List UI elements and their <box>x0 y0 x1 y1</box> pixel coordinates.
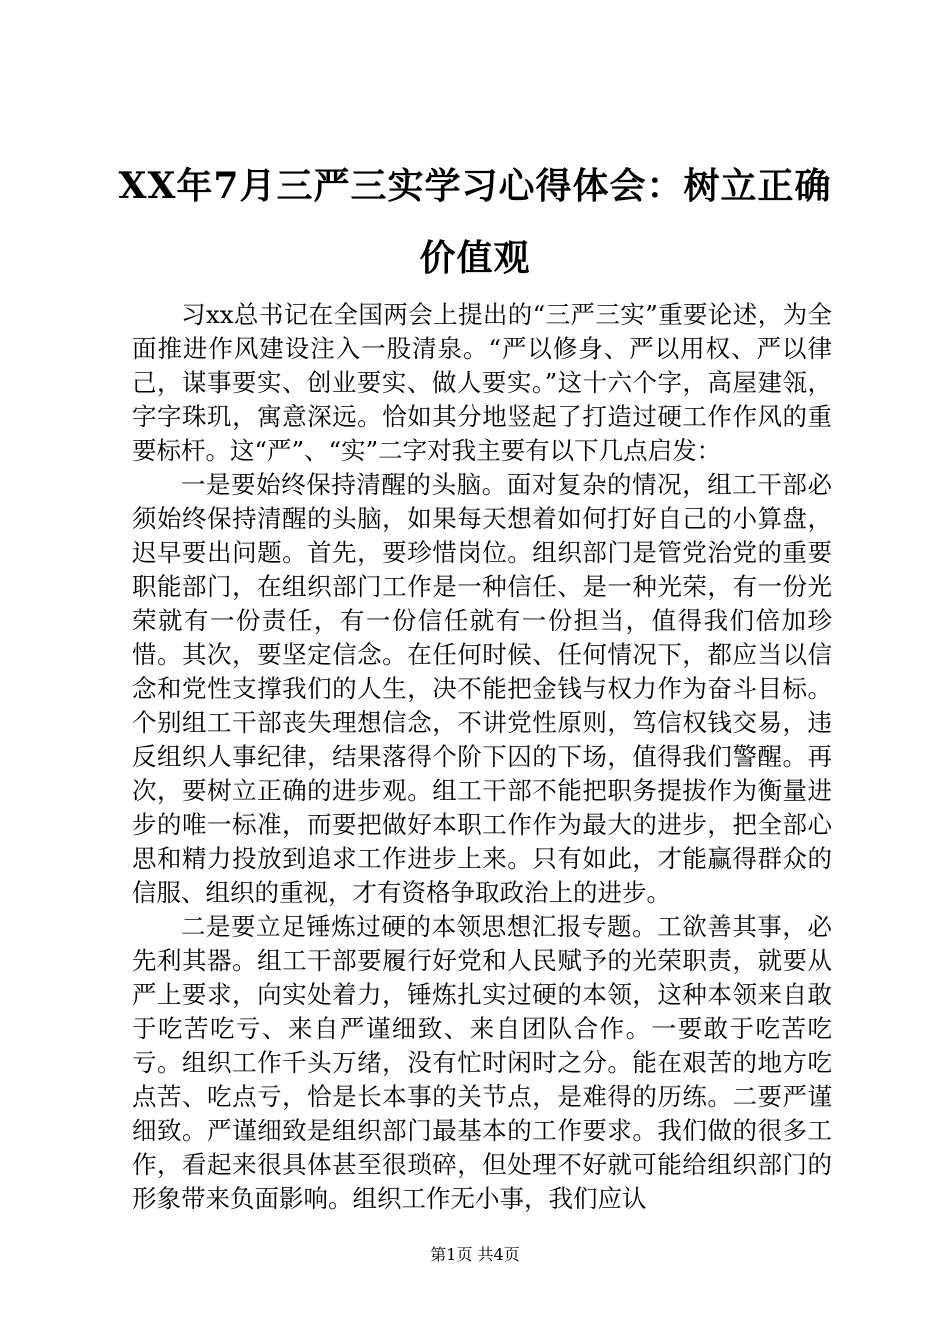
page-number-footer: 第1页 共4页 <box>430 1245 520 1264</box>
paragraph: 二是要立足锤炼过硬的本领思想汇报专题。工欲善其事，必先利其器。组工干部要履行好党和人民赋予的光荣职责，就要从严上要求，向实处着力，锤炼扎实过硬的本领，这种本领来自敢于吃苦吃亏、来自严谨细致、来自团队合作。一要敢于吃苦吃亏。组织工作千头万绪，没有忙时闲时之分。能在艰苦的地方吃点苦、吃点亏，恰是长本事的关节点，是难得的历练。二要严谨细致。严谨细致是组织部门最基本的工作要求。我们做的很多工作，看起来很具体甚至很琐碎，但处理不好就可能给组织部门的形象带来负面影响。组织工作无小事，我们应认 <box>132 912 832 1213</box>
paragraph: 习xx总书记在全国两会上提出的“三严三实”重要论述，为全面推进作风建设注入一股清泉。“严以修身、严以用权、严以律己，谋事要实、创业要实、做人要实。”这十六个字，高屋建瓴，字字珠玑，寓意深远。恰如其分地竖起了打造过硬工作作风的重要标杆。这“严”、“实”二字对我主要有以下几点启发： <box>132 300 832 465</box>
paragraph: 一是要始终保持清醒的头脑。面对复杂的情况，组工干部必须始终保持清醒的头脑，如果每天想着如何打好自己的小算盘，迟早要出问题。首先，要珍惜岗位。组织部门是管党治党的重要职能部门，在组织部门工作是一种信任、是一种光荣，有一份光荣就有一份责任，有一份信任就有一份担当，值得我们倍加珍惜。其次，要坚定信念。在任何时候、任何情况下，都应当以信念和党性支撑我们的人生，决不能把金钱与权力作为奋斗目标。个别组工干部丧失理想信念，不讲党性原则，笃信权钱交易，违反组织人事纪律，结果落得个阶下囚的下场，值得我们警醒。再次，要树立正确的进步观。组工干部不能把职务提拔作为衡量进步的唯一标准，而要把做好本职工作作为最大的进步，把全部心思和精力投放到追求工作进步上来。只有如此，才能赢得群众的信服、组织的重视，才有资格争取政治上的进步。 <box>132 470 832 907</box>
document-body <box>132 298 832 1216</box>
document-title: XX年7月三严三实学习心得体会：树立正确价值观 <box>118 165 832 279</box>
